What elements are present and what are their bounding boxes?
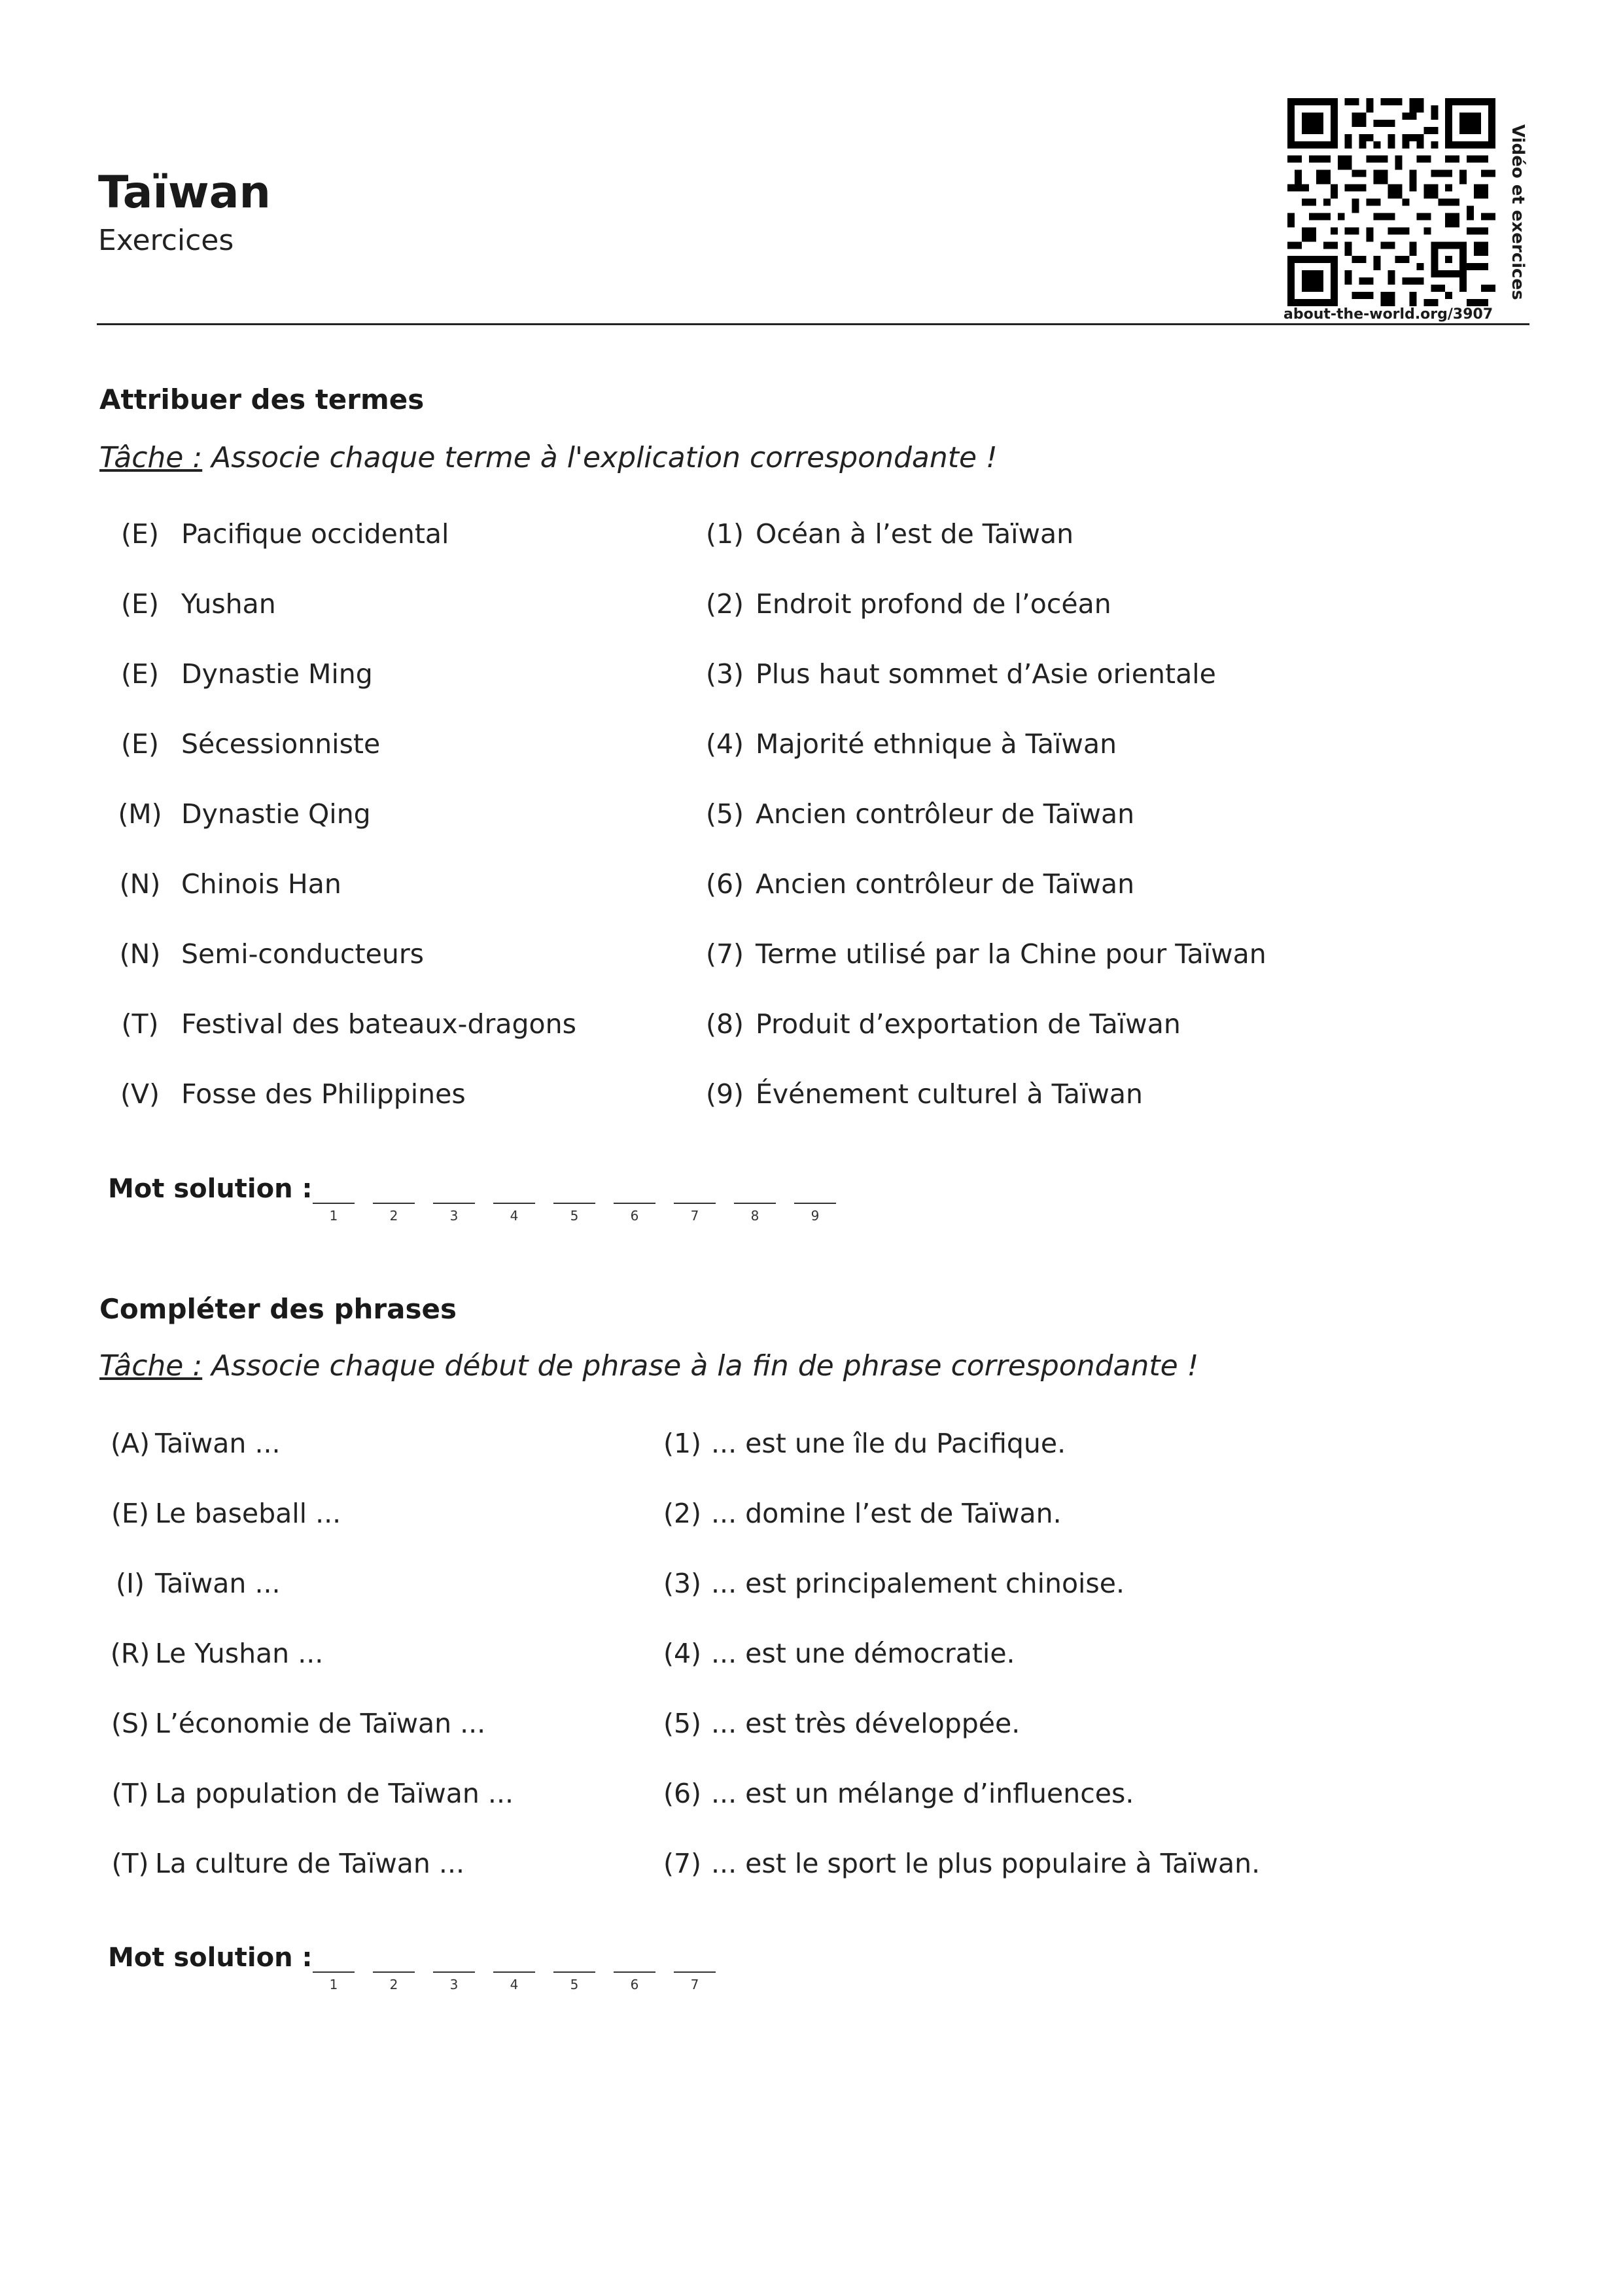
definition-item-label: (9) xyxy=(705,1078,744,1110)
task-label: Tâche : xyxy=(99,441,203,474)
term-item-label: (E) xyxy=(121,518,159,550)
sentence-start-item xyxy=(107,1496,341,1530)
term-item-text: Pacifique occidental xyxy=(181,518,449,550)
definition-item xyxy=(702,727,1117,761)
sentence-start-item-text: Le baseball ... xyxy=(155,1498,341,1529)
term-item xyxy=(116,797,371,831)
sentence-end-item-text: ... est une île du Pacifique. xyxy=(711,1428,1066,1459)
sentence-end-item-label: (2) xyxy=(663,1498,702,1529)
definition-item xyxy=(702,937,1266,971)
sentence-end-item-text: ... est principalement chinoise. xyxy=(711,1568,1125,1599)
definition-item-text: Plus haut sommet d’Asie orientale xyxy=(756,658,1216,690)
sentence-end-item xyxy=(659,1636,1015,1670)
sentence-start-item xyxy=(107,1776,514,1810)
solution-blank-number: 4 xyxy=(510,1208,519,1224)
solution-blank[interactable] xyxy=(433,1203,475,1204)
term-item xyxy=(116,657,373,691)
solution-blank[interactable] xyxy=(313,1971,355,1973)
term-item xyxy=(116,727,381,761)
solution-blank[interactable] xyxy=(493,1971,535,1973)
section2-task xyxy=(99,1348,1198,1385)
definition-item xyxy=(702,517,1074,551)
term-item xyxy=(116,1077,466,1111)
term-item-label: (E) xyxy=(121,728,159,760)
sentence-end-item-text: ... est un mélange d’influences. xyxy=(711,1778,1134,1809)
solution-blank-number: 3 xyxy=(449,1977,459,1992)
solution-blank-number: 7 xyxy=(690,1208,699,1224)
solution-blank-number: 5 xyxy=(570,1977,579,1992)
section2-heading: Compléter des phrases xyxy=(99,1293,457,1325)
sentence-start-item-text: Taïwan ... xyxy=(155,1568,281,1599)
sentence-end-item-label: (3) xyxy=(663,1568,702,1599)
sentence-end-item xyxy=(659,1566,1125,1600)
term-item-text: Dynastie Qing xyxy=(181,798,371,830)
term-item xyxy=(116,517,449,551)
task-text: Associe chaque début de phrase à la fin de phrase correspondante ! xyxy=(202,1349,1199,1383)
sentence-end-item-label: (7) xyxy=(663,1848,702,1879)
definition-item-text: Événement culturel à Taïwan xyxy=(756,1078,1143,1110)
definition-item-label: (2) xyxy=(705,588,744,620)
solution-blank-number: 8 xyxy=(750,1208,759,1224)
page-title: Taïwan xyxy=(98,167,271,219)
sentence-start-item-text: La culture de Taïwan ... xyxy=(155,1848,465,1879)
solution-blank-number: 3 xyxy=(449,1208,459,1224)
definition-item-text: Océan à l’est de Taïwan xyxy=(756,518,1074,550)
sentence-end-item-text: ... domine l’est de Taïwan. xyxy=(711,1498,1062,1529)
solution-blank[interactable] xyxy=(553,1203,595,1204)
solution-blank-number: 1 xyxy=(329,1208,338,1224)
qr-caption-vertical: Vidéo et exercices xyxy=(1508,124,1527,300)
term-item-text: Semi-conducteurs xyxy=(181,938,425,970)
header-divider xyxy=(97,323,1529,325)
definition-item-label: (3) xyxy=(705,658,744,690)
solution-blank[interactable] xyxy=(674,1971,716,1973)
term-item-text: Yushan xyxy=(181,588,276,620)
solution-blank-number: 2 xyxy=(389,1977,398,1992)
solution-blank-number: 6 xyxy=(630,1977,639,1992)
term-item xyxy=(116,1007,576,1041)
sentence-end-item xyxy=(659,1706,1021,1740)
sentence-end-item xyxy=(659,1496,1062,1530)
definition-item xyxy=(702,867,1135,901)
term-item-text: Chinois Han xyxy=(181,868,341,900)
sentence-start-item-label: (E) xyxy=(111,1498,149,1529)
task-label: Tâche : xyxy=(99,1349,203,1383)
term-item-text: Dynastie Ming xyxy=(181,658,373,690)
sentence-start-item xyxy=(107,1846,465,1881)
definition-item-text: Terme utilisé par la Chine pour Taïwan xyxy=(756,938,1266,970)
sentence-end-item-text: ... est très développée. xyxy=(711,1708,1021,1739)
definition-item-label: (7) xyxy=(705,938,744,970)
sentence-start-item-label: (I) xyxy=(115,1568,145,1599)
definition-item xyxy=(702,587,1111,621)
term-item-text: Fosse des Philippines xyxy=(181,1078,466,1110)
definition-item-label: (6) xyxy=(705,868,744,900)
sentence-start-item xyxy=(107,1566,281,1600)
solution-blank-number: 5 xyxy=(570,1208,579,1224)
term-item-label: (E) xyxy=(121,658,159,690)
definition-item-text: Majorité ethnique à Taïwan xyxy=(756,728,1117,760)
term-item-label: (M) xyxy=(118,798,162,830)
solution-blank[interactable] xyxy=(614,1971,655,1973)
section1-solution-label: Mot solution : xyxy=(108,1174,313,1204)
definition-item xyxy=(702,797,1135,831)
term-item xyxy=(116,937,425,971)
solution-blank[interactable] xyxy=(614,1203,655,1204)
term-item xyxy=(116,587,276,621)
definition-item xyxy=(702,657,1216,691)
solution-blank-number: 1 xyxy=(329,1977,338,1992)
solution-blank[interactable] xyxy=(674,1203,716,1204)
section1-task xyxy=(99,440,998,476)
section1-heading: Attribuer des termes xyxy=(99,383,425,415)
definition-item xyxy=(702,1007,1181,1041)
sentence-start-item-text: La population de Taïwan ... xyxy=(155,1778,514,1809)
sentence-end-item xyxy=(659,1846,1261,1881)
solution-blank-number: 6 xyxy=(630,1208,639,1224)
definition-item-text: Ancien contrôleur de Taïwan xyxy=(756,868,1135,900)
sentence-start-item-text: Taïwan ... xyxy=(155,1428,281,1459)
sentence-start-item-label: (T) xyxy=(111,1848,149,1879)
term-item-label: (V) xyxy=(120,1078,160,1110)
sentence-start-item-label: (A) xyxy=(110,1428,150,1459)
term-item-label: (T) xyxy=(121,1008,159,1040)
definition-item-label: (4) xyxy=(705,728,744,760)
sentence-end-item-text: ... est une démocratie. xyxy=(711,1638,1015,1669)
term-item-text: Festival des bateaux-dragons xyxy=(181,1008,576,1040)
sentence-start-item xyxy=(107,1636,324,1670)
sentence-end-item xyxy=(659,1776,1134,1810)
definition-item-label: (5) xyxy=(705,798,744,830)
sentence-start-item xyxy=(107,1706,486,1740)
sentence-end-item-label: (1) xyxy=(663,1428,702,1459)
sentence-start-item-text: Le Yushan ... xyxy=(155,1638,324,1669)
term-item-label: (N) xyxy=(119,938,161,970)
definition-item-label: (1) xyxy=(705,518,744,550)
solution-blank[interactable] xyxy=(373,1971,415,1973)
sentence-end-item-label: (6) xyxy=(663,1778,702,1809)
page-subtitle: Exercices xyxy=(98,224,234,257)
solution-blank[interactable] xyxy=(553,1971,595,1973)
solution-blank[interactable] xyxy=(433,1971,475,1973)
sentence-start-item-label: (T) xyxy=(111,1778,149,1809)
solution-blank-number: 9 xyxy=(811,1208,820,1224)
definition-item-text: Endroit profond de l’océan xyxy=(756,588,1111,620)
definition-item xyxy=(702,1077,1143,1111)
task-text: Associe chaque terme à l'explication correspondante ! xyxy=(202,441,998,474)
definition-item-text: Produit d’exportation de Taïwan xyxy=(756,1008,1181,1040)
sentence-end-item xyxy=(659,1426,1066,1460)
solution-blank[interactable] xyxy=(373,1203,415,1204)
solution-blank[interactable] xyxy=(493,1203,535,1204)
solution-blank-number: 4 xyxy=(510,1977,519,1992)
section2-solution-label: Mot solution : xyxy=(108,1943,313,1973)
definition-item-text: Ancien contrôleur de Taïwan xyxy=(756,798,1135,830)
sentence-start-item-text: L’économie de Taïwan ... xyxy=(155,1708,486,1739)
solution-blank-number: 7 xyxy=(690,1977,699,1992)
solution-blank[interactable] xyxy=(313,1203,355,1204)
sentence-start-item-label: (R) xyxy=(110,1638,150,1669)
qr-code-icon[interactable] xyxy=(1287,98,1495,306)
definition-item-label: (8) xyxy=(705,1008,744,1040)
term-item-text: Sécessionniste xyxy=(181,728,381,760)
term-item-label: (E) xyxy=(121,588,159,620)
term-item-label: (N) xyxy=(119,868,161,900)
sentence-end-item-label: (5) xyxy=(663,1708,702,1739)
sentence-end-item-label: (4) xyxy=(663,1638,702,1669)
solution-blank-number: 2 xyxy=(389,1208,398,1224)
term-item xyxy=(116,867,341,901)
solution-blank[interactable] xyxy=(734,1203,776,1204)
solution-blank[interactable] xyxy=(794,1203,836,1204)
sentence-start-item xyxy=(107,1426,281,1460)
qr-url[interactable]: about-the-world.org/3907 xyxy=(1283,306,1493,323)
sentence-start-item-label: (S) xyxy=(111,1708,150,1739)
sentence-end-item-text: ... est le sport le plus populaire à Taïwan. xyxy=(711,1848,1261,1879)
